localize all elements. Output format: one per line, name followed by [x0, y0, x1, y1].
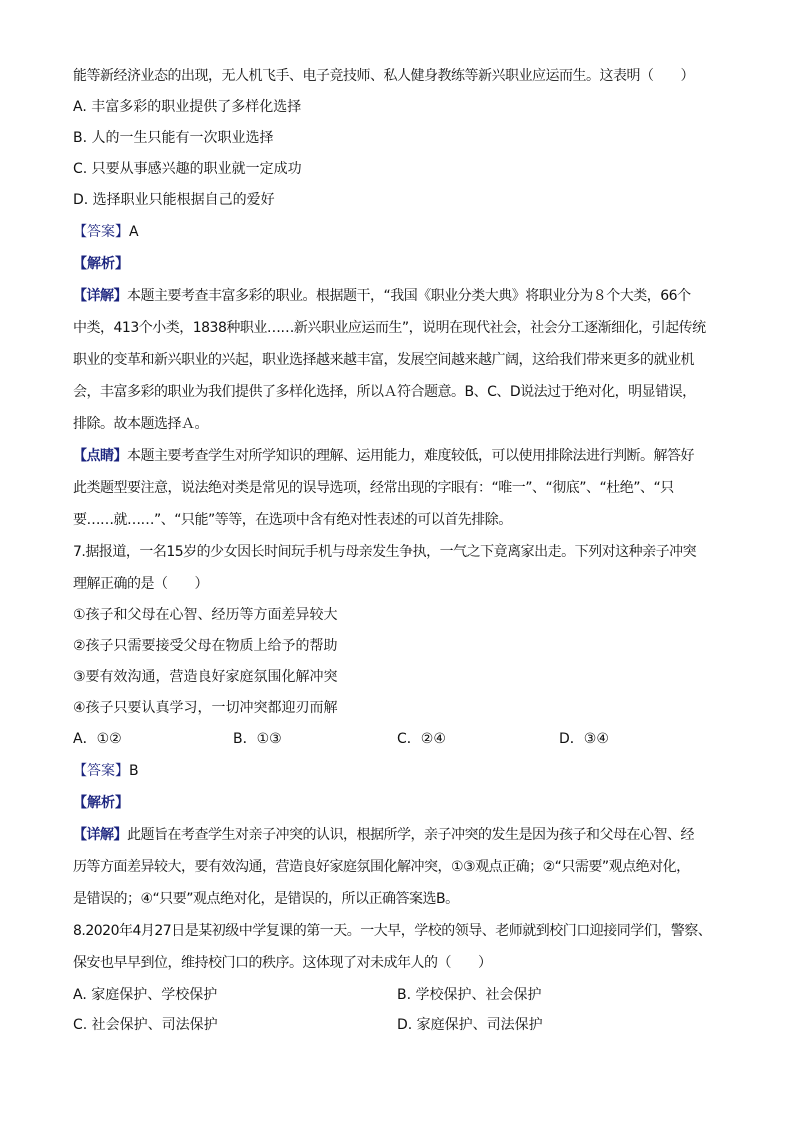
q7-option-c: C．②④ [397, 731, 446, 747]
q6-comment-line-3: 要……就……”、“只能”等等，在选项中含有绝对性表述的可以首先排除。 [73, 512, 512, 528]
analysis-label: 【解析】 [73, 795, 129, 811]
q6-detail-line-4: 会，丰富多彩的职业为我们提供了多样化选择，所以Ａ符合题意。B、C、D说法过于绝对化，明显错误， [73, 384, 696, 400]
comment-label: 【点睛】 [73, 448, 127, 464]
q7-stem-line-2: 理解正确的是（ ） [73, 576, 208, 592]
q8-option-a: A. 家庭保护、学校保护 [73, 987, 218, 1003]
q6-detail-line-3: 职业的变革和新兴职业的兴起，职业选择越来越丰富，发展空间越来越广阔，这给我们带来更多的就业机 [73, 352, 694, 368]
q6-option-b: B. 人的一生只能有一次职业选择 [73, 130, 274, 146]
q7-item-1: ①孩子和父母在心智、经历等方面差异较大 [73, 607, 338, 623]
q7-analysis-label [73, 793, 723, 813]
answer-value: A [129, 224, 139, 240]
answer-value: B [129, 763, 139, 779]
q6-detail-line-5: 排除。故本题选择Ａ。 [73, 416, 208, 432]
q6-detail-line-2: 中类，413个小类，1838种职业……新兴职业应运而生”，说明在现代社会，社会分工逐渐细化，引起传统 [73, 320, 706, 336]
q8-option-d: D. 家庭保护、司法保护 [397, 1017, 543, 1033]
q6-comment-line-2: 此类题型要注意，说法绝对类是常见的误导选项，经常出现的字眼有：“唯一”、“彻底”、“杜绝”、“只 [73, 480, 674, 496]
q8-stem-line-2: 保安也早早到位，维持校门口的秩序。这体现了对未成年人的（ ） [73, 955, 492, 971]
q8-option-c: C. 社会保护、司法保护 [73, 1017, 218, 1033]
q7-stem-line-1: 7.据报道，一名15岁的少女因长时间玩手机与母亲发生争执，一气之下竟离家出走。下列对这种亲子冲突 [73, 544, 697, 560]
q8-stem-line-1: 8.2020年4月27日是某初级中学复课的第一天。一大早，学校的领导、老师就到校门口迎接同学们，警察、 [73, 923, 712, 939]
q7-item-2: ②孩子只需要接受父母在物质上给予的帮助 [73, 638, 338, 654]
detail-label: 【详解】 [73, 288, 127, 304]
q7-option-a: A．①② [73, 731, 122, 747]
q7-detail-line-2: 历等方面差异较大，要有效沟通，营造良好家庭氛围化解冲突，①③观点正确；②“只需要”观点绝对化， [73, 859, 690, 875]
q6-option-d: D. 选择职业只能根据自己的爱好 [73, 192, 275, 208]
comment-text: 本题主要考查学生对所学知识的理解、运用能力，难度较低，可以使用排除法进行判断。解答好 [127, 448, 694, 464]
q6-stem-tail: 能等新经济业态的出现，无人机飞手、电子竞技师、私人健身教练等新兴职业应运而生。这表明（ ） [73, 68, 694, 84]
answer-label: 【答案】 [73, 763, 129, 779]
q7-option-b: B．①③ [233, 731, 282, 747]
q8-option-b: B. 学校保护、社会保护 [397, 987, 542, 1003]
q6-option-a: A. 丰富多彩的职业提供了多样化选择 [73, 99, 302, 115]
q6-detail-line-1 [73, 286, 723, 306]
detail-label: 【详解】 [73, 827, 127, 843]
answer-label: 【答案】 [73, 224, 129, 240]
analysis-label: 【解析】 [73, 256, 129, 272]
q7-answer [73, 761, 723, 781]
q7-option-d: D．③④ [559, 731, 609, 747]
detail-text: 本题主要考查丰富多彩的职业。根据题干，“我国《职业分类大典》将职业分为８个大类，66个 [127, 288, 691, 304]
q6-answer [73, 222, 723, 242]
q7-detail-line-3: 是错误的；④“只要”观点绝对化，是错误的，所以正确答案选B。 [73, 891, 459, 907]
q7-item-4: ④孩子只要认真学习，一切冲突都迎刃而解 [73, 700, 338, 716]
detail-text: 此题旨在考查学生对亲子冲突的认识，根据所学，亲子冲突的发生是因为孩子和父母在心智、经 [127, 827, 694, 843]
q6-analysis-label [73, 254, 723, 274]
q7-detail-line-1 [73, 825, 723, 845]
q7-item-3: ③要有效沟通，营造良好家庭氛围化解冲突 [73, 669, 338, 685]
q6-comment-line-1 [73, 446, 723, 466]
q6-option-c: C. 只要从事感兴趣的职业就一定成功 [73, 161, 302, 177]
